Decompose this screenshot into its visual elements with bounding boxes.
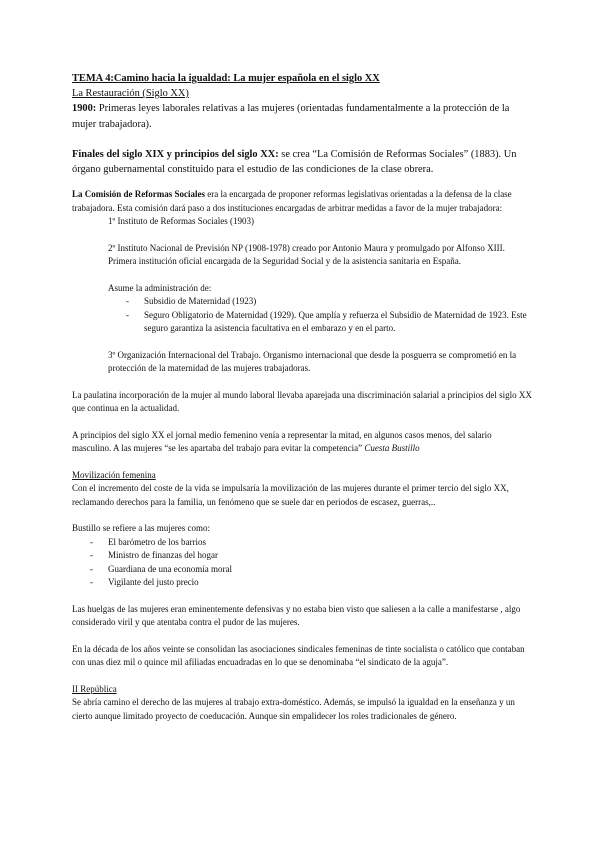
document-title: TEMA 4:Camino hacia la igualdad: La mujer española en el siglo XX (72, 73, 380, 84)
finales-bold: Finales del siglo XIX y principios del siglo XX: (72, 148, 279, 160)
principios-text: A principios del siglo XX el jornal medio femenino venía a representar la mitad, en algunos casos menos, del salario masculino. A las mujeres “se les apartaba del trabajo para evitar la competencia” (72, 429, 492, 454)
comision-item-1: 1º Instituto de Reformas Sociales (1903) (108, 216, 255, 227)
list-item: - Guardiana de una economía moral (72, 563, 532, 577)
list-item: - Seguro Obligatorio de Maternidad (1929). Que amplía y refuerza el Subsidio de Maternidad de 1923. Este seguro garantiza la asistencia facultativa en el embarazo y en el parto. (72, 309, 532, 336)
republica-paragraph: Se abría camino el derecho de las mujeres al trabajo extra-doméstico. Además, se impulsó la igualdad en la enseñanza y un cierto aunque limitado proyecto de coeducación. Aunque sin empalidecer los roles tradicionales de género. (72, 697, 515, 721)
comision-item-2: 2º Instituto Nacional de Previsión NP (1908-1978) creado por Antonio Maura y promulgado por Alfonso XIII. Primera institución oficial encargada de la Seguridad Social y de la asistencia sanitaria en España. (108, 242, 505, 267)
movilizacion-heading: Movilización femenina (72, 469, 156, 480)
restauracion-text: Primeras leyes laborales relativas a las mujeres (orientadas fundamentalmente a la protección de la mujer trabajadora). (72, 103, 510, 130)
finales-text: se crea “La Comisión de Reformas Sociales” (1883). Un órgano gubernamental constituido para el estudio de las condiciones de la clase obrera. (72, 148, 517, 176)
comision-item-3: 3º Organización Internacional del Trabajo. Organismo internacional que desde la posguerra se comprometió en la protección de la maternidad de las mujeres trabajadoras. (108, 349, 517, 374)
asume-list (72, 295, 532, 336)
citation: Cuesta Bustillo (362, 443, 420, 454)
restauracion-paragraph (72, 101, 532, 132)
bustillo-list (72, 536, 532, 590)
comision-text: era la encargada de proponer reformas legislativas orientadas a la defensa de la clase trabajadora. Esta comisión dará paso a dos instituciones encargadas de arbitrar medidas a favor de la mujer trabajadora: (72, 189, 512, 213)
list-item: - El barómetro de los barrios (72, 536, 532, 550)
restauracion-heading: La Restauración (Siglo XX) (72, 88, 189, 99)
list-item: - Ministro de finanzas del hogar (72, 549, 532, 563)
republica-heading: II República (72, 683, 117, 694)
list-item: - Vigilante del justo precio (72, 576, 532, 590)
document-page (72, 72, 532, 723)
bustillo-label: Bustillo se refiere a las mujeres como: (72, 523, 210, 534)
decada-paragraph: En la década de los años veinte se consolidan las asociaciones sindicales femeninas de tinte socialista o católico que contaban con unas diez mil o quince mil afiliadas encuadradas en lo que se denominaba “el sindicato de la aguja”. (72, 643, 525, 668)
huelgas-paragraph: Las huelgas de las mujeres eran eminentemente defensivas y no estaba bien visto que saliesen a la calle a manifestarse , algo considerado viril y que atentaba contra el pudor de las mujeres. (72, 603, 521, 628)
principios-paragraph (72, 429, 532, 456)
finales-paragraph (72, 147, 532, 178)
movilizacion-paragraph: Con el incremento del coste de la vida se impulsaría la movilización de las mujeres durante el primer tercio del siglo XX, reclamando derechos para la familia, un fenómeno que se suele dar en periodos de escasez, guerras,.. (72, 483, 509, 507)
year-label: 1900: (72, 103, 97, 115)
comision-bold: La Comisión de Reformas Sociales (72, 189, 205, 200)
comision-paragraph (72, 188, 532, 215)
asume-label: Asume la administración de: (108, 282, 212, 293)
list-item: - Subsidio de Maternidad (1923) (72, 295, 532, 309)
paulatina-paragraph: La paulatina incorporación de la mujer al mundo laboral llevaba aparejada una discriminación salarial a principios del siglo XX que continua en la actualidad. (72, 389, 532, 414)
